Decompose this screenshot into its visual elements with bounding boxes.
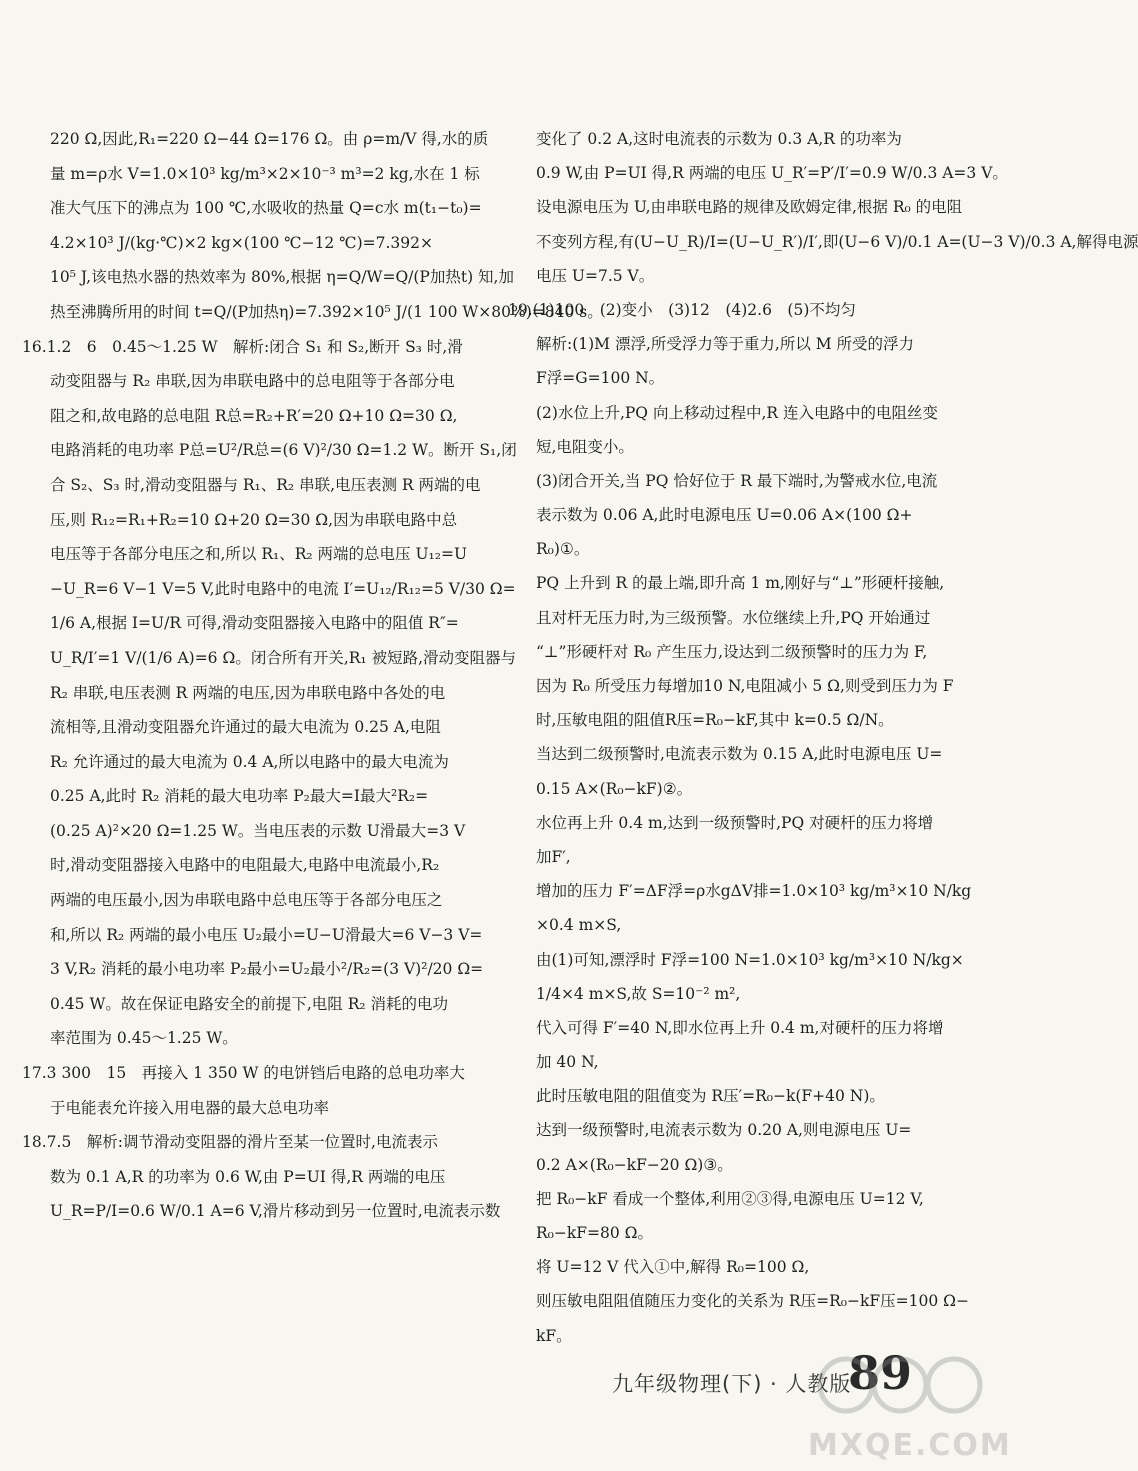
text-line: 和,所以 R₂ 两端的最小电压 U₂最小=U−U滑最大=6 V−3 V= (50, 925, 483, 944)
text-line: 0.15 A×(R₀−kF)②。 (536, 779, 693, 798)
text-line: 热至沸腾所用的时间 t=Q/(P加热η)=7.392×10⁵ J/(1 100 W×80%)=840 s。 (50, 302, 603, 321)
text-line: 解析:(1)M 漂浮,所受浮力等于重力,所以 M 所受的浮力 (536, 335, 915, 354)
text-line: 1/4×4 m×S,故 S=10⁻² m², (536, 984, 741, 1003)
text-line: kF。 (536, 1326, 572, 1345)
text-line: 0.2 A×(R₀−kF−20 Ω)③。 (536, 1155, 733, 1174)
watermark (804, 1353, 1012, 1463)
text-line: ×0.4 m×S, (536, 916, 622, 935)
right-column (508, 122, 1138, 1353)
text-line: 220 Ω,因此,R₁=220 Ω−44 Ω=176 Ω。由 ρ=m/V 得,水的质 (50, 130, 489, 148)
page-number: 89 (848, 1346, 913, 1400)
text-line: 电压等于各部分电压之和,所以 R₁、R₂ 两端的总电压 U₁₂=U (50, 545, 468, 564)
text-line: 由(1)可知,漂浮时 F浮=100 N=1.0×10³ kg/m³×10 N/kg× (536, 950, 964, 969)
text-line: 此时压敏电阻的阻值变为 R压′=R₀−k(F+40 N)。 (536, 1087, 885, 1106)
text-line: 时,滑动变阻器接入电路中的电阻最大,电路中电流最小,R₂ (50, 856, 440, 875)
text-line: 短,电阻变小。 (536, 437, 634, 456)
text-line: 3 V,R₂ 消耗的最小电功率 P₂最小=U₂最小²/R₂=(3 V)²/20 Ω= (50, 960, 484, 979)
text-line: 将 U=12 V 代入①中,解得 R₀=100 Ω, (536, 1258, 810, 1277)
text-line: 设电源电压为 U,由串联电路的规律及欧姆定律,根据 R₀ 的电阻 (536, 198, 963, 217)
text-line: F浮=G=100 N。 (536, 369, 665, 388)
text-line: 于电能表允许接入用电器的最大总电功率 (50, 1098, 330, 1117)
text-line: 16.1.2 6 0.45～1.25 W 解析:闭合 S₁ 和 S₂,断开 S₃ 时,滑 (22, 337, 463, 356)
text-line: R₀−kF=80 Ω。 (536, 1224, 654, 1242)
text-line: 阻之和,故电路的总电阻 R总=R₂+R′=20 Ω+10 Ω=30 Ω, (50, 406, 458, 425)
watermark-logo-icon (814, 1353, 984, 1417)
text-line: 数为 0.1 A,R 的功率为 0.6 W,由 P=UI 得,R 两端的电压 (50, 1167, 446, 1186)
text-line: PQ 上升到 R 的最上端,即升高 1 m,刚好与“⊥”形硬杆接触, (536, 574, 945, 593)
text-line: 时,压敏电阻的阻值R压=R₀−kF,其中 k=0.5 Ω/N。 (536, 711, 894, 730)
text-line: “⊥”形硬杆对 R₀ 产生压力,设达到二级预警时的压力为 F, (536, 642, 928, 661)
text-line: R₂ 串联,电压表测 R 两端的电压,因为串联电路中各处的电 (50, 683, 446, 702)
book-label: 九年级物理(下) · 人教版 (612, 1372, 852, 1396)
text-line: 率范围为 0.45～1.25 W。 (50, 1029, 238, 1048)
text-line: 增加的压力 F′=ΔF浮=ρ水gΔV排=1.0×10³ kg/m³×10 N/kg (536, 882, 972, 901)
text-line: 18.7.5 解析:调节滑动变阻器的滑片至某一位置时,电流表示 (22, 1133, 438, 1152)
text-line: 水位再上升 0.4 m,达到一级预警时,PQ 对硬杆的压力将增 (536, 813, 934, 832)
text-line: 两端的电压最小,因为串联电路中总电压等于各部分电压之 (50, 891, 443, 910)
text-line: 加 40 N, (536, 1053, 599, 1072)
text-line: 19.(1)100 (2)变小 (3)12 (4)2.6 (5)不均匀 (508, 300, 856, 319)
text-line: 0.45 W。故在保证电路安全的前提下,电阻 R₂ 消耗的电功 (50, 994, 449, 1013)
text-line: R₂ 允许通过的最大电流为 0.4 A,所以电路中的最大电流为 (50, 752, 449, 771)
text-line: 把 R₀−kF 看成一个整体,利用②③得,电源电压 U=12 V, (536, 1189, 924, 1208)
text-line: 0.25 A,此时 R₂ 消耗的最大电功率 P₂最大=I最大²R₂= (50, 787, 429, 806)
text-line: 电路消耗的电功率 P总=U²/R总=(6 V)²/30 Ω=1.2 W。断开 S₁,闭 (50, 441, 517, 460)
text-line: 且对杆无压力时,为三级预警。水位继续上升,PQ 开始通过 (536, 608, 931, 627)
text-line: R₀)①。 (536, 540, 590, 559)
text-line: 电压 U=7.5 V。 (536, 266, 655, 285)
text-line: 10⁵ J,该电热水器的热效率为 80%,根据 η=Q/W=Q/(P加热t) 知,加 (50, 268, 514, 287)
text-line: 动变阻器与 R₂ 串联,因为串联电路中的总电阻等于各部分电 (50, 372, 455, 391)
text-line: 准大气压下的沸点为 100 ℃,水吸收的热量 Q=c水 m(t₁−t₀)= (50, 199, 482, 218)
text-line: (3)闭合开关,当 PQ 恰好位于 R 最下端时,为警戒水位,电流 (536, 471, 938, 490)
text-line: 表示数为 0.06 A,此时电源电压 U=0.06 A×(100 Ω+ (536, 506, 913, 525)
text-line: −U_R=6 V−1 V=5 V,此时电路中的电流 I′=U₁₂/R₁₂=5 V/30 Ω= (50, 579, 516, 598)
text-line: 流相等,且滑动变阻器允许通过的最大电流为 0.25 A,电阻 (50, 718, 441, 737)
text-line: 量 m=ρ水 V=1.0×10³ kg/m³×2×10⁻³ m³=2 kg,水在 1 标 (50, 164, 480, 183)
text-line: 1/6 A,根据 I=U/R 可得,滑动变阻器接入电路中的阻值 R″= (50, 614, 459, 633)
watermark-text: MXQE.COM (808, 1428, 1012, 1463)
text-line: 合 S₂、S₃ 时,滑动变阻器与 R₁、R₂ 串联,电压表测 R 两端的电 (50, 475, 481, 494)
text-line: (2)水位上升,PQ 向上移动过程中,R 连入电路中的电阻丝变 (536, 403, 938, 422)
text-line: 0.9 W,由 P=UI 得,R 两端的电压 U_R′=P′/I′=0.9 W/0.3 A=3 V。 (536, 164, 1008, 183)
text-line: 压,则 R₁₂=R₁+R₂=10 Ω+20 Ω=30 Ω,因为串联电路中总 (50, 510, 458, 529)
text-line: 4.2×10³ J/(kg·℃)×2 kg×(100 ℃−12 ℃)=7.392× (50, 233, 433, 252)
text-line: U_R=P/I=0.6 W/0.1 A=6 V,滑片移动到另一位置时,电流表示数 (50, 1202, 501, 1221)
text-line: U_R/I′=1 V/(1/6 A)=6 Ω。闭合所有开关,R₁ 被短路,滑动变阻器与 (50, 648, 516, 667)
text-line: 加F′, (536, 847, 571, 866)
text-line: 达到一级预警时,电流表示数为 0.20 A,则电源电压 U= (536, 1121, 912, 1140)
text-line: 17.3 300 15 再接入 1 350 W 的电饼铛后电路的总电功率大 (22, 1064, 465, 1083)
text-line: 当达到二级预警时,电流表示数为 0.15 A,此时电源电压 U= (536, 745, 943, 764)
text-line: 变化了 0.2 A,这时电流表的示数为 0.3 A,R 的功率为 (536, 130, 902, 148)
text-line: 不变列方程,有(U−U_R)/I=(U−U_R′)/I′,即(U−6 V)/0.1 A=(U−3 V)/0.3 A,解得电源 (536, 232, 1138, 251)
text-line: (0.25 A)²×20 Ω=1.25 W。当电压表的示数 U滑最大=3 V (50, 821, 466, 840)
text-line: 因为 R₀ 所受压力每增加10 N,电阻减小 5 Ω,则受到压力为 F (536, 677, 954, 695)
text-line: 代入可得 F′=40 N,即水位再上升 0.4 m,对硬杆的压力将增 (536, 1018, 944, 1037)
text-line: 则压敏电阻阻值随压力变化的关系为 R压=R₀−kF压=100 Ω− (536, 1292, 969, 1311)
